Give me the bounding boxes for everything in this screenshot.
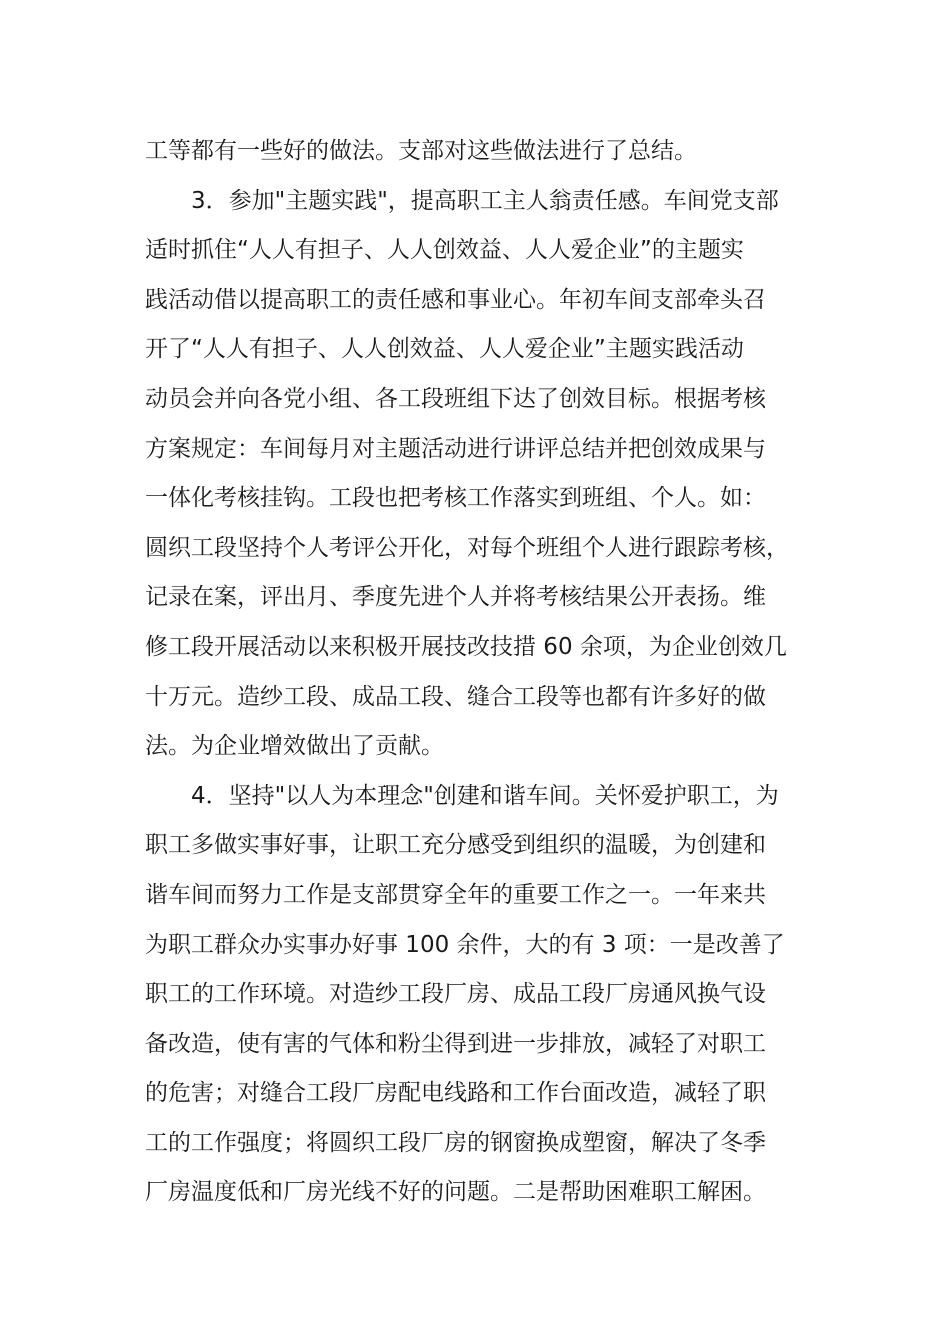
text-line: 的危害；对缝合工段厂房配电线路和工作台面改造，减轻了职 xyxy=(145,1080,766,1107)
text-line: 工的工作强度；将圆织工段厂房的钢窗换成塑窗，解决了冬季 xyxy=(145,1129,766,1156)
text-line: 动员会并向各党小组、各工段班组下达了创效目标。根据考核 xyxy=(145,385,766,412)
text-line: 谐车间而努力工作是支部贯穿全年的重要工作之一。一年来共 xyxy=(145,881,766,908)
paragraph-3-start: 3．参加"主题实践"，提高职工主人翁责任感。车间党支部 xyxy=(191,187,779,214)
text-line: 工等都有一些好的做法。支部对这些做法进行了总结。 xyxy=(145,138,697,164)
text-line: 备改造，使有害的气体和粉尘得到进一步排放，减轻了对职工 xyxy=(145,1030,766,1057)
text-line: 践活动借以提高职工的责任感和事业心。年初车间支部牵头召 xyxy=(145,286,766,313)
text-line: 职工多做实事好事，让职工充分感受到组织的温暖，为创建和 xyxy=(145,832,766,859)
text-line: 厂房温度低和厂房光线不好的问题。二是帮助困难职工解困。 xyxy=(145,1179,766,1206)
text-line: 十万元。造纱工段、成品工段、缝合工段等也都有许多好的做 xyxy=(145,683,766,710)
text-line: 修工段开展活动以来积极开展技改技措 60 余项，为企业创效几 xyxy=(145,633,787,660)
document-body xyxy=(145,127,813,1218)
text-line: 方案规定：车间每月对主题活动进行讲评总结并把创效成果与 xyxy=(145,435,766,462)
text-line: 职工的工作环境。对造纱工段厂房、成品工段厂房通风换气设 xyxy=(145,981,766,1008)
text-line: 为职工群众办实事办好事 100 余件，大的有 3 项：一是改善了 xyxy=(145,931,785,958)
text-line: 圆织工段坚持个人考评公开化，对每个班组个人进行跟踪考核， xyxy=(145,534,789,561)
text-line: 适时抓住“人人有担子、人人创效益、人人爱企业”的主题实 xyxy=(145,237,744,264)
text-line: 开了“人人有担子、人人创效益、人人爱企业”主题实践活动 xyxy=(145,336,744,363)
text-line: 记录在案，评出月、季度先进个人并将考核结果公开表扬。维 xyxy=(145,584,766,611)
text-line: 一体化考核挂钩。工段也把考核工作落实到班组、个人。如： xyxy=(145,485,766,512)
text-line: 法。为企业增效做出了贡献。 xyxy=(145,733,444,760)
paragraph-4-start: 4．坚持"以人为本理念"创建和谐车间。关怀爱护职工，为 xyxy=(191,782,779,809)
